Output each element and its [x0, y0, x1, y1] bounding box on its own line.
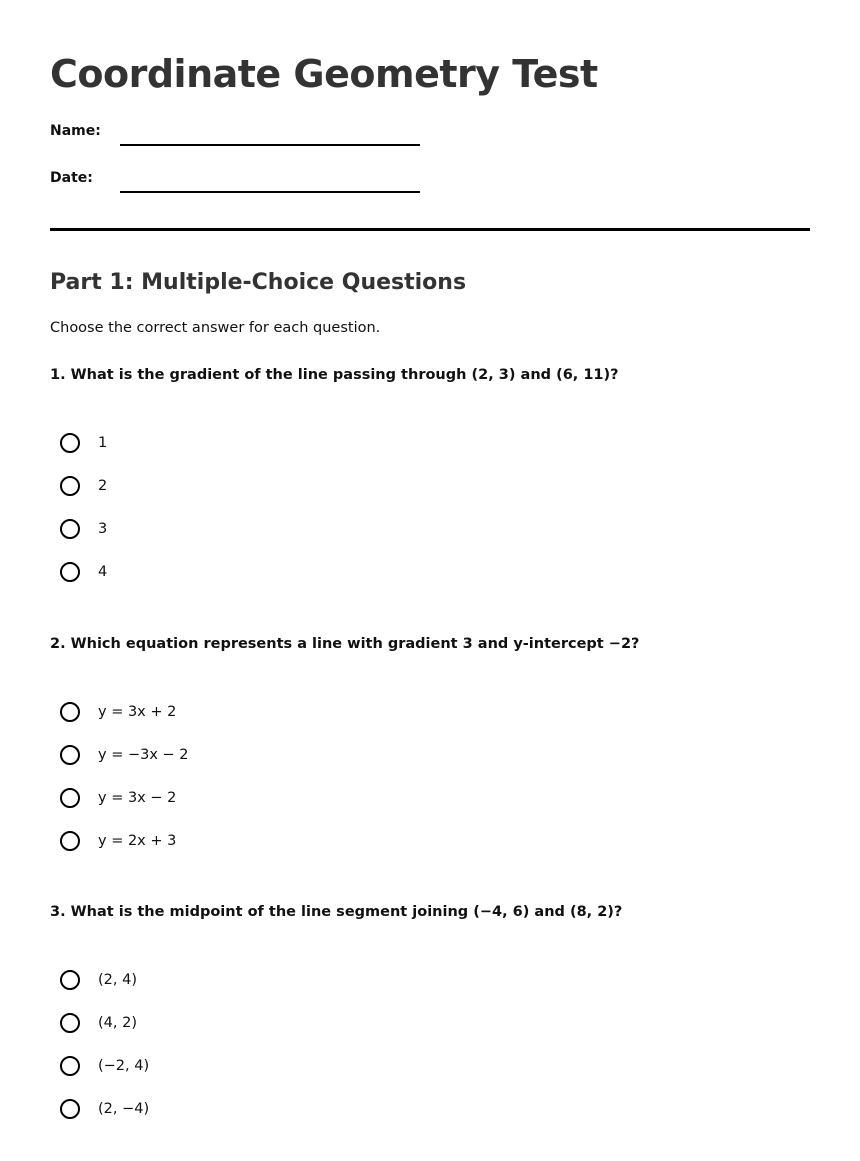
question-3-text: 3. What is the midpoint of the line segment joining (−4, 6) and (8, 2)?	[50, 904, 623, 920]
question-3-option-d[interactable]	[60, 1087, 149, 1130]
question-1-option-c[interactable]	[60, 507, 107, 550]
question-1-option-a[interactable]	[60, 421, 107, 464]
question-2-text: 2. Which equation represents a line with gradient 3 and y-intercept −2?	[50, 636, 640, 652]
option-label: y = 2x + 3	[98, 832, 177, 849]
question-1	[50, 365, 810, 580]
radio-button[interactable]	[60, 1013, 80, 1033]
option-label: 3	[98, 520, 108, 537]
question-3-options	[60, 958, 149, 1130]
radio-button[interactable]	[60, 1099, 80, 1119]
question-1-text: 1. What is the gradient of the line passing through (2, 3) and (6, 11)?	[50, 367, 619, 383]
question-2-option-d[interactable]	[60, 819, 189, 862]
question-3-option-a[interactable]	[60, 958, 149, 1001]
option-label: (4, 2)	[98, 1014, 137, 1031]
name-label: Name:	[50, 123, 101, 139]
radio-button[interactable]	[60, 970, 80, 990]
question-2-option-b[interactable]	[60, 733, 189, 776]
option-label: (2, −4)	[98, 1100, 150, 1117]
question-3-option-c[interactable]	[60, 1044, 149, 1087]
option-label: y = −3x − 2	[98, 746, 189, 763]
question-3-option-b[interactable]	[60, 1001, 149, 1044]
option-label: 4	[98, 563, 108, 580]
radio-button[interactable]	[60, 1056, 80, 1076]
name-field[interactable]	[120, 121, 420, 146]
radio-button[interactable]	[60, 788, 80, 808]
date-field-row	[50, 168, 430, 192]
question-2	[50, 634, 810, 849]
option-label: (2, 4)	[98, 971, 137, 988]
date-label: Date:	[50, 170, 93, 186]
question-1-option-d[interactable]	[60, 550, 107, 593]
header-divider	[50, 228, 810, 231]
section-instructions: Choose the correct answer for each question.	[50, 320, 381, 336]
radio-button[interactable]	[60, 562, 80, 582]
question-2-option-c[interactable]	[60, 776, 189, 819]
option-label: 2	[98, 477, 108, 494]
option-label: y = 3x + 2	[98, 703, 177, 720]
name-field-row	[50, 121, 430, 145]
radio-button[interactable]	[60, 831, 80, 851]
date-field[interactable]	[120, 168, 420, 193]
radio-button[interactable]	[60, 702, 80, 722]
page-title: Coordinate Geometry Test	[50, 52, 598, 96]
option-label: 1	[98, 434, 108, 451]
question-1-option-b[interactable]	[60, 464, 107, 507]
option-label: (−2, 4)	[98, 1057, 150, 1074]
radio-button[interactable]	[60, 433, 80, 453]
section-title: Part 1: Multiple-Choice Questions	[50, 270, 467, 295]
radio-button[interactable]	[60, 519, 80, 539]
question-2-options	[60, 690, 189, 862]
option-label: y = 3x − 2	[98, 789, 177, 806]
question-3	[50, 902, 810, 1117]
question-1-options	[60, 421, 107, 593]
radio-button[interactable]	[60, 745, 80, 765]
radio-button[interactable]	[60, 476, 80, 496]
question-2-option-a[interactable]	[60, 690, 189, 733]
